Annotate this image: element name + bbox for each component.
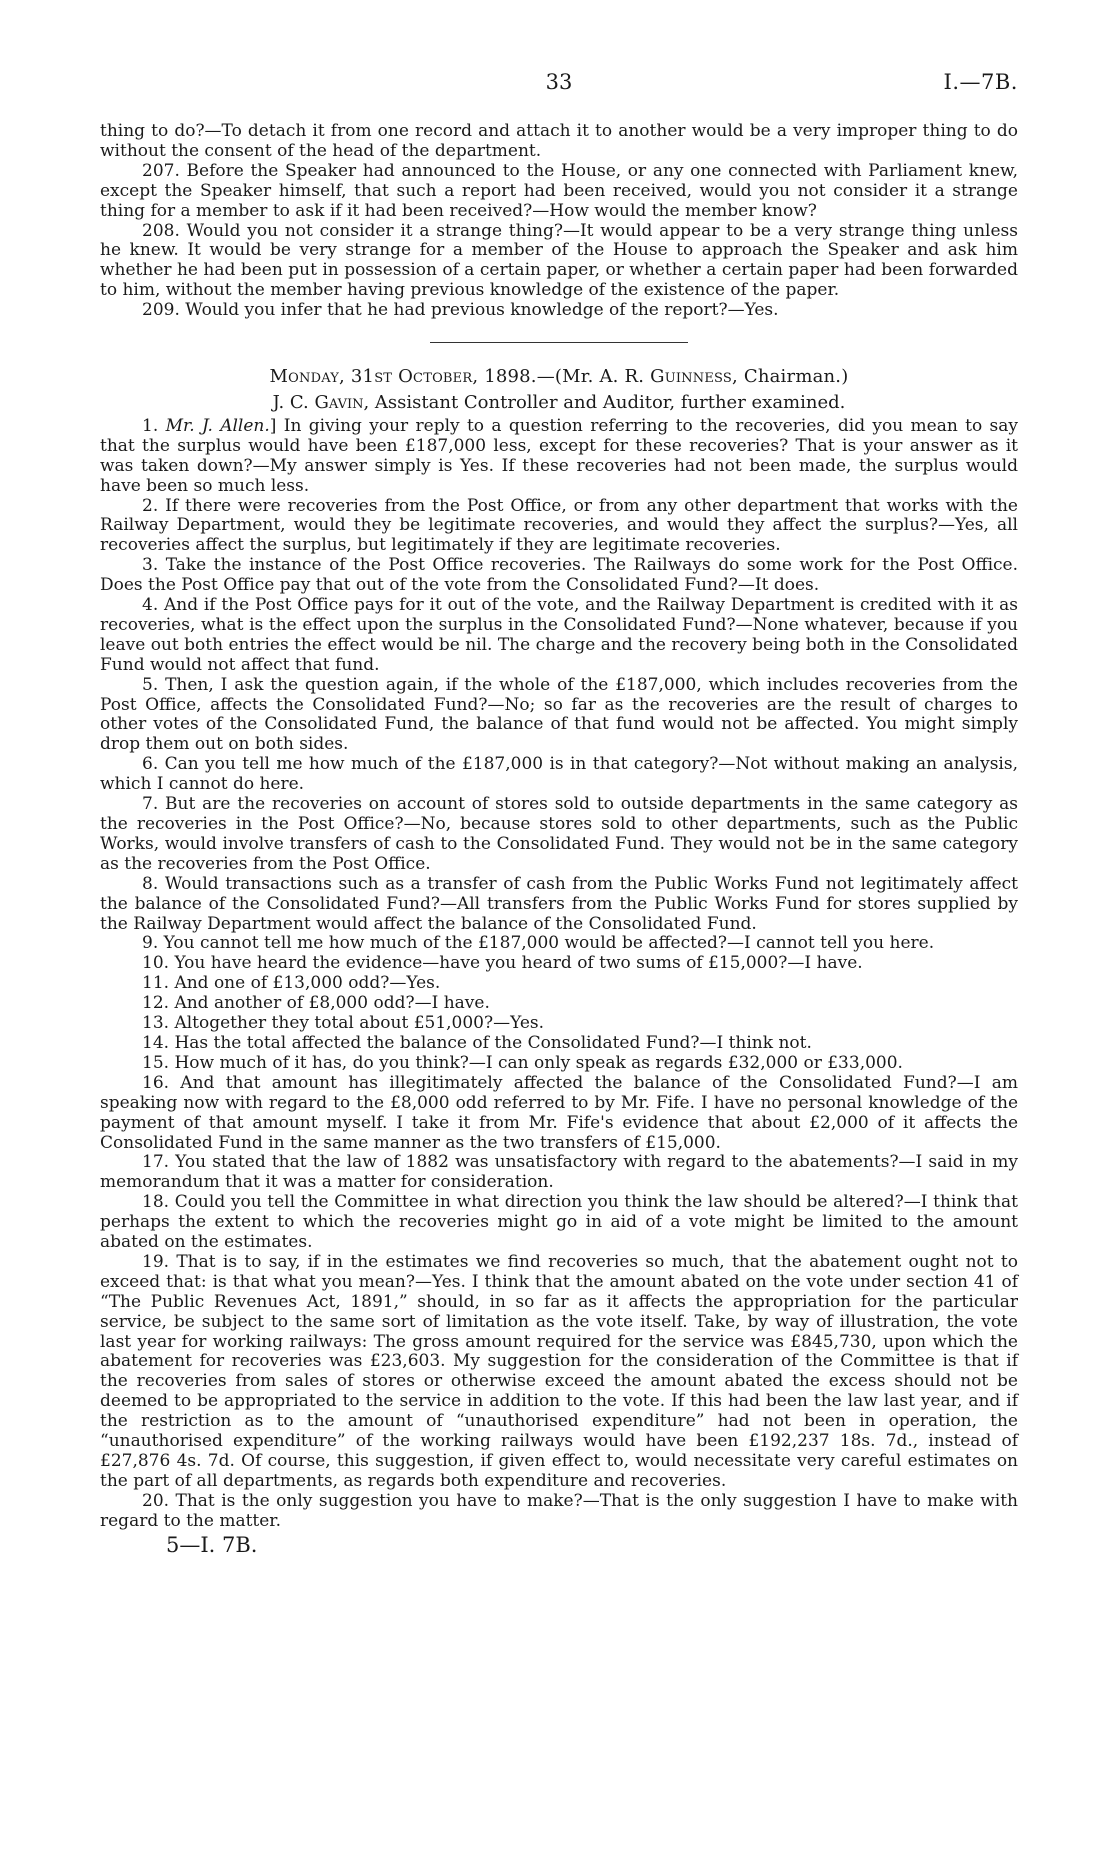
paragraph-16: 16. And that amount has illegitimately affected the balance of the Consolidated Fund?—I am speaking now with regard to the £8,000 odd referred to by Mr. Fife. I have no personal knowledge of the payment of that amount myself. I take it from Mr. Fife's evidence that about £2,000 of it affects the Consolidated Fund in the same manner as the two transfers of £15,000. <box>100 1072 1018 1153</box>
paragraph-10: 10. You have heard the evidence—have you heard of two sums of £15,000?—I have. <box>142 953 863 974</box>
session-year: , 1898.—(Mr. A. R. <box>472 366 651 388</box>
paragraph-13: 13. Altogether they total about £51,000?—Yes. <box>142 1013 545 1034</box>
paragraph-9: 9. You cannot tell me how much of the £187,000 would be affected?—I cannot tell you here. <box>142 933 935 954</box>
paragraph-17: 17. You stated that the law of 1882 was unsatisfactory with regard to the abatements?—I said in my memorandum that it was a matter for consideration. <box>100 1152 1018 1193</box>
page-number: 33 <box>545 70 573 94</box>
paragraph-209: 209. Would you infer that he had previous knowledge of the report?—Yes. <box>142 300 779 321</box>
session-date: , 31st October <box>339 366 473 388</box>
paragraph-12: 12. And another of £8,000 odd?—I have. <box>142 993 490 1014</box>
paragraph-208: 208. Would you not consider it a strange thing?—It would appear to be a very strange thing unless he knew. It would be very strange for a member of the House to approach the Speaker and ask him whether he had been put in possession of a certain paper, or whether a certain paper had been forwarded to him, without the member having previous knowledge of the existence of the paper. <box>100 220 1018 301</box>
section-divider <box>430 342 688 343</box>
paragraph-1 <box>100 417 1018 497</box>
paragraph-8: 8. Would transactions such as a transfer of cash from the Public Works Fund not legitimately affect the balance of the Consolidated Fund?—All transfers from the Public Works Fund for stores supplied by the Railway Department would affect the balance of the Consolidated Fund. <box>100 873 1018 934</box>
paragraph-7: 7. But are the recoveries on account of stores sold to outside departments in the same category as the recoveries in the Post Office?—No, because stores sold to other departments, such as the Public Works, would involve transfers of cash to the Consolidated Fund. They would not be in the same category as the recoveries from the Post Office. <box>100 794 1018 874</box>
paragraph-207: 207. Before the Speaker had announced to the House, or any one connected with Parliament knew, except the Speaker himself, that such a report had been received, would you not consider it a strange thing for a member to ask if it had been received?—How would the member know? <box>100 160 1018 221</box>
questioner-name: Mr. J. Allen. <box>165 415 270 436</box>
page-header <box>100 70 1018 100</box>
paragraph-14: 14. Has the total affected the balance of the Consolidated Fund?—I think not. <box>142 1032 812 1053</box>
paragraph-3: 3. Take the instance of the Post Office recoveries. The Railways do some work for the Post Office. Does the Post Office pay that out of the vote from the Consolidated Fund?—It does. <box>100 555 1018 596</box>
body-text <box>100 122 1018 1556</box>
session-chair-role: , Chairman.) <box>732 366 849 388</box>
session-day: Monday <box>269 366 340 388</box>
paragraph-6: 6. Can you tell me how much of the £187,000 is in that category?—Not without making an analysis, which I cannot do here. <box>100 754 1018 795</box>
witness-description: , Assistant Controller and Auditor, further examined. <box>363 391 846 413</box>
question-text: ] In giving your reply to a question referring to the recoveries, did you mean to say that the surplus would have been £187,000 less, except for these recoveries? That is your answer as it was taken down?—My answer simply is Yes. If these recoveries had not been made, the surplus would have been so much less. <box>100 415 1019 496</box>
paragraph-19: 19. That is to say, if in the estimates we find recoveries so much, that the abatement ought not to exceed that: is that what you mean?—Yes. I think that the amount abated on the vote under section 41 of “The Public Revenues Act, 1891,” should, in so far as it affects the appropriation for the particular service, be subject to the same sort of limitation as the vote itself. Take, by way of illustration, the vote last year for working railways: The gross amount required for the service was £845,730, upon which the abatement for recoveries was £23,603. My suggestion for the consideration of the Committee is that if the recoveries from sales of stores or otherwise exceed the amount abated the excess should not be deemed to be appropriated to the service in addition to the vote. If this had been the law last year, and if the restriction as to the amount of “unauthorised expenditure” had not been in operation, the “unauthorised expenditure” of the working railways would have been £192,237 18s. 7d., instead of £27,876 4s. 7d. Of course, this suggestion, if given effect to, would necessitate very careful estimates on the part of all departments, as regards both expenditure and recoveries. <box>100 1251 1018 1491</box>
carryover-paragraph: thing to do?—To detach it from one record and attach it to another would be a very improper thing to do without the consent of the head of the department. <box>100 121 1018 161</box>
paragraph-2: 2. If there were recoveries from the Post Office, or from any other department that works with the Railway Department, would they be legitimate recoveries, and would they affect the surplus?—Yes, all recoveries affect the surplus, but legitimately if they are legitimate recoveries. <box>100 495 1018 556</box>
document-reference: I.—7B. <box>943 70 1018 94</box>
paragraph-15: 15. How much of it has, do you think?—I can only speak as regards £32,000 or £33,000. <box>142 1052 903 1073</box>
witness-line <box>100 393 1018 413</box>
question-number: 1. <box>142 415 166 436</box>
paragraph-18: 18. Could you tell the Committee in what direction you think the law should be altered?—I think that perhaps the extent to which the recoveries might go in aid of a vote might be limited to the amount abated on the estimates. <box>100 1192 1018 1253</box>
paragraph-20: 20. That is the only suggestion you have to make?—That is the only suggestion I have to make with regard to the matter. <box>100 1490 1018 1531</box>
witness-name: J. C. Gavin <box>272 391 364 413</box>
paragraph-4: 4. And if the Post Office pays for it out of the vote, and the Railway Department is credited with it as recoveries, what is the effect upon the surplus in the Consolidated Fund?—None whatever, because if you leave out both entries the effect would be nil. The charge and the recovery being both in the Consolidated Fund would not affect that fund. <box>100 595 1018 675</box>
session-chair-name: Guinness <box>650 366 733 388</box>
paragraph-11: 11. And one of £13,000 odd?—Yes. <box>142 973 441 994</box>
printer-signature-mark: 5—I. 7B. <box>166 1532 258 1557</box>
paragraph-5: 5. Then, I ask the question again, if the whole of the £187,000, which includes recoveries from the Post Office, affects the Consolidated Fund?—No; so far as the recoveries are the result of charges to other votes of the Consolidated Fund, the balance of that fund would not be affected. You might simply drop them out on both sides. <box>100 674 1018 755</box>
session-heading <box>100 367 1018 387</box>
